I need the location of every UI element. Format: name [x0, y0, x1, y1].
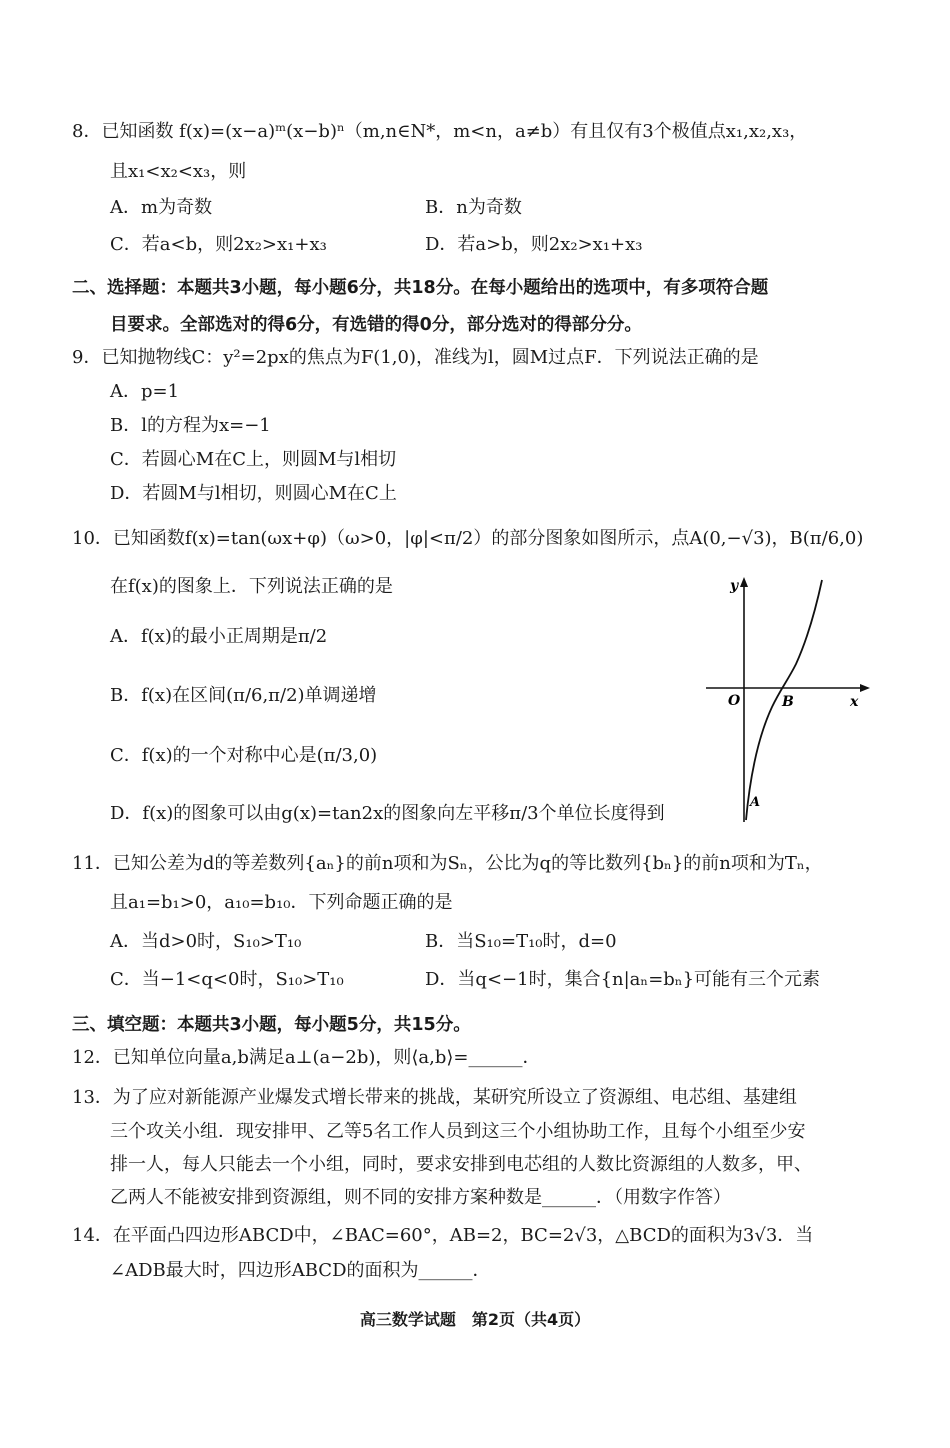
point-b-label: B: [782, 694, 794, 710]
q8-option-a: A．m为奇数: [110, 197, 213, 218]
section2-heading-line1: 二、选择题：本题共3小题，每小题6分，共18分。在每小题给出的选项中，有多项符合题: [72, 278, 769, 298]
q12-stem: 12．已知单位向量a,b满足a⊥(a−2b)，则⟨a,b⟩=______．: [72, 1047, 541, 1068]
q8-option-b: B．n为奇数: [425, 197, 522, 218]
q10-stem-line1: 10．已知函数f(x)=tan(ωx+φ)（ω>0，|φ|<π/2）的部分图象如图所示，点A(0,−√3)，B(π/6,0): [72, 528, 864, 549]
q10-option-a: A．f(x)的最小正周期是π/2: [110, 626, 328, 647]
q13-line4: 乙两人不能被安排到资源组，则不同的安排方案种数是______．（用数字作答）: [110, 1187, 731, 1208]
q11-option-d: D．当q<−1时，集合{n|aₙ=bₙ}可能有三个元素: [425, 969, 821, 990]
q11-option-a: A．当d>0时，S₁₀>T₁₀: [110, 931, 302, 952]
q11-option-c: C．当−1<q<0时，S₁₀>T₁₀: [110, 969, 344, 990]
origin-label: O: [728, 693, 741, 709]
x-axis-label: x: [850, 694, 859, 710]
q9-option-d: D．若圆M与l相切，则圆心M在C上: [110, 483, 397, 504]
q8-option-c: C．若a<b，则2x₂>x₁+x₃: [110, 234, 327, 255]
q11-option-b: B．当S₁₀=T₁₀时，d=0: [425, 931, 617, 952]
q10-option-b: B．f(x)在区间(π/6,π/2)单调递增: [110, 685, 377, 706]
q13-line3: 排一人，每人只能去一个小组，同时，要求安排到电芯组的人数比资源组的人数多，甲、: [110, 1154, 812, 1175]
q9-option-b: B．l的方程为x=−1: [110, 415, 271, 436]
q9-option-c: C．若圆心M在C上，则圆M与l相切: [110, 449, 397, 470]
q10-option-c: C．f(x)的一个对称中心是(π/3,0): [110, 745, 378, 766]
q9-stem: 9．已知抛物线C：y²=2px的焦点为F(1,0)，准线为l，圆M过点F．下列说法正确的是: [72, 347, 759, 368]
point-a-label: A: [750, 795, 761, 810]
y-axis-label: y: [730, 578, 739, 594]
q13-line1: 13．为了应对新能源产业爆发式增长带来的挑战，某研究所设立了资源组、电芯组、基建组: [72, 1087, 797, 1108]
q13-line2: 三个攻关小组．现安排甲、乙等5名工作人员到这三个小组协助工作，且每个小组至少安: [110, 1121, 806, 1142]
q10-option-d: D．f(x)的图象可以由g(x)=tan2x的图象向左平移π/3个单位长度得到: [110, 803, 665, 824]
q8-stem-line2: 且x₁<x₂<x₃，则: [110, 161, 247, 182]
q10-tangent-graph: [700, 572, 875, 827]
q8-stem-line1: 8．已知函数 f(x)=(x−a)ᵐ(x−b)ⁿ（m,n∈N*，m<n，a≠b）有且仅有3个极值点x₁,x₂,x₃，: [72, 121, 808, 142]
section2-heading-line2: 目要求。全部选对的得6分，有选错的得0分，部分选对的得部分分。: [110, 315, 642, 335]
q14-line2: ∠ADB最大时，四边形ABCD的面积为______．: [110, 1260, 491, 1281]
q9-option-a: A．p=1: [110, 381, 180, 402]
q11-stem-line1: 11．已知公差为d的等差数列{aₙ}的前n项和为Sₙ，公比为q的等比数列{bₙ}的前n项和为Tₙ，: [72, 853, 823, 874]
q8-option-d: D．若a>b，则2x₂>x₁+x₃: [425, 234, 643, 255]
x-axis-arrow-icon: [860, 684, 870, 692]
q14-line1: 14．在平面凸四边形ABCD中，∠BAC=60°，AB=2，BC=2√3，△BCD的面积为3√3．当: [72, 1225, 814, 1246]
q10-stem-line2: 在f(x)的图象上．下列说法正确的是: [110, 576, 393, 597]
y-axis-arrow-icon: [740, 577, 748, 587]
page-footer: 高三数学试题 第2页（共4页）: [359, 1310, 591, 1329]
q11-stem-line2: 且a₁=b₁>0，a₁₀=b₁₀．下列命题正确的是: [110, 892, 453, 913]
section3-heading: 三、填空题：本题共3小题，每小题5分，共15分。: [72, 1015, 471, 1035]
